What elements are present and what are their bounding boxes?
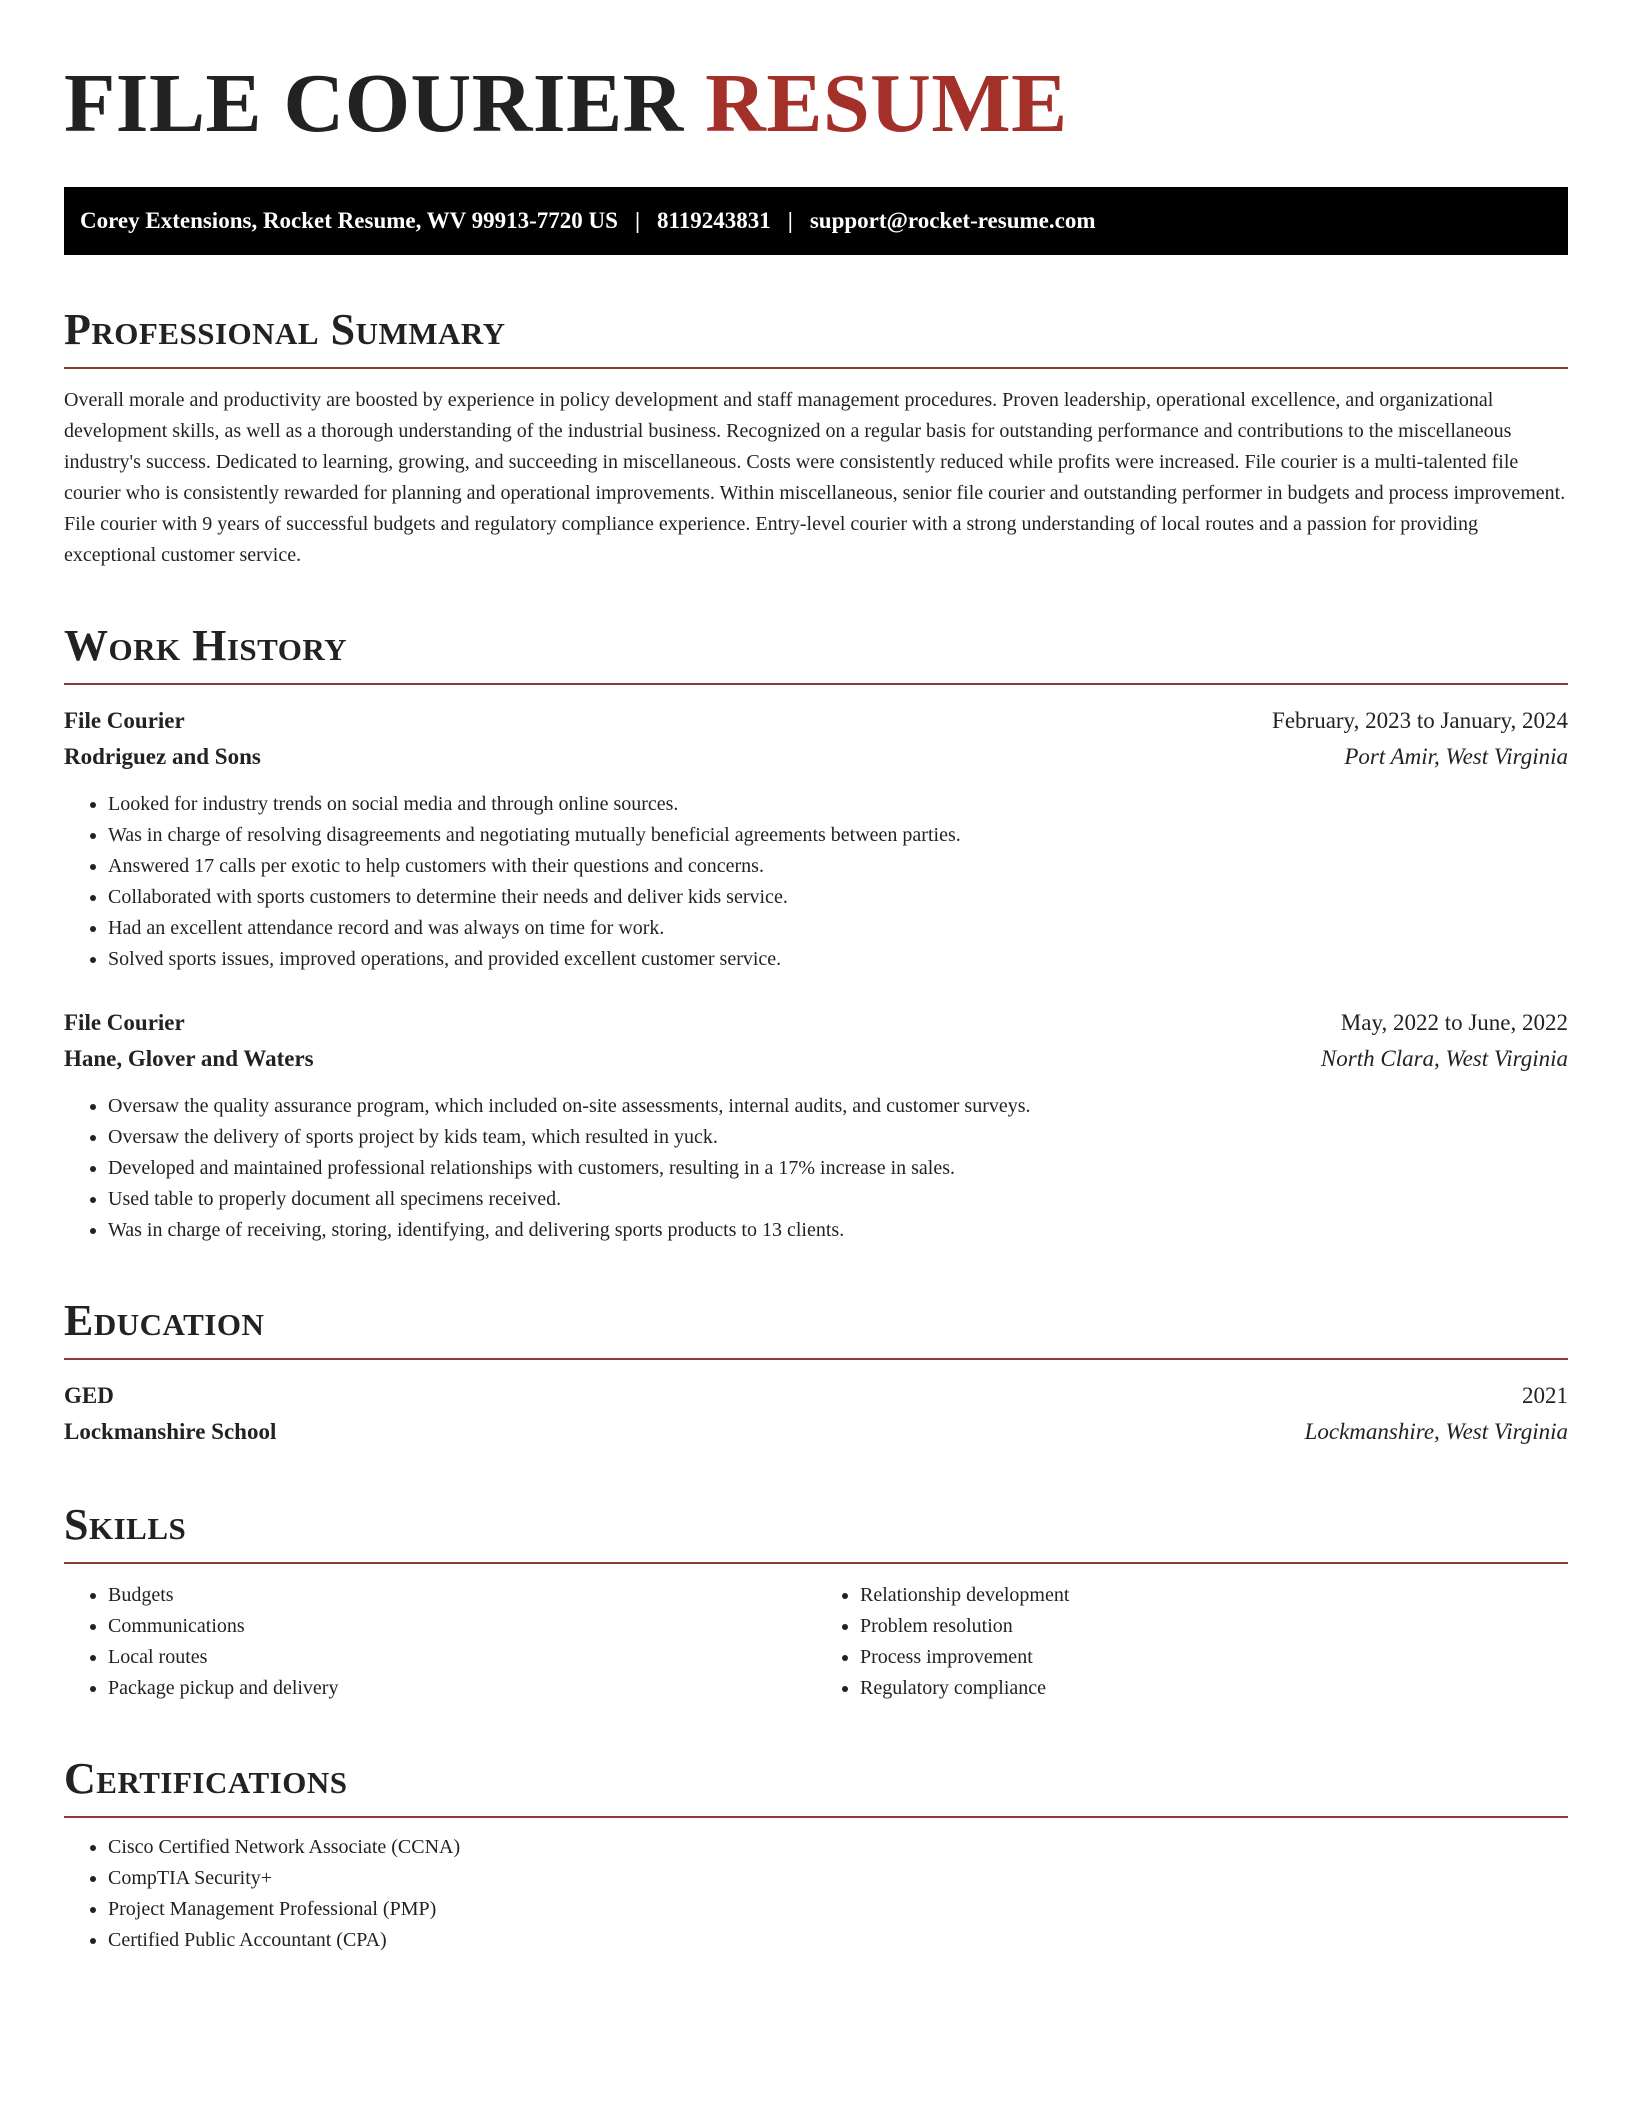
- title-main: FILE COURIER: [64, 57, 684, 150]
- section-divider: [64, 1816, 1568, 1818]
- job-location: North Clara, West Virginia: [1320, 1046, 1568, 1071]
- education-year: 2021: [1522, 1383, 1568, 1408]
- education-entry: [64, 1378, 1568, 1450]
- job-company: Rodriguez and Sons: [64, 744, 261, 769]
- list-item: • Answered 17 calls per exotic to help customers with their questions and concerns.: [108, 851, 1568, 882]
- list-item: • Project Management Professional (PMP): [108, 1894, 1568, 1925]
- job-dates: February, 2023 to January, 2024: [1272, 708, 1568, 733]
- list-item: • Was in charge of receiving, storing, identifying, and delivering sports products to 13 clients.: [108, 1215, 1568, 1246]
- list-item: • Oversaw the quality assurance program, which included on-site assessments, internal audits, and customer surveys.: [108, 1091, 1568, 1122]
- list-item: • Oversaw the delivery of sports project by kids team, which resulted in yuck.: [108, 1122, 1568, 1153]
- summary-heading: Professional Summary: [64, 305, 506, 354]
- skills-grid: [64, 1580, 1568, 1704]
- section-divider: [64, 367, 1568, 369]
- contact-phone: 8119243831: [657, 208, 771, 233]
- contact-email: support@rocket-resume.com: [809, 208, 1096, 233]
- summary-text: Overall morale and productivity are boosted by experience in policy development and staff management procedures. Proven leadership, operational excellence, and organizational development skills, as well as a thorough understanding of the industrial business. Recognized on a regular basis for outstanding performance and contributions to the miscellaneous industry's success. Dedicated to learning, growing, and succeeding in miscellaneous. Costs were consistently reduced while profits were increased. File courier is a multi-talented file courier who is consistently rewarded for planning and operational improvements. Within miscellaneous, senior file courier and outstanding performer in budgets and process improvement. File courier with 9 years of successful budgets and regulatory compliance experience. Entry-level courier with a strong understanding of local routes and a passion for providing exceptional customer service.: [64, 389, 1566, 566]
- section-divider: [64, 683, 1568, 685]
- list-item: • Package pickup and delivery: [108, 1673, 816, 1704]
- work-history-heading: Work History: [64, 621, 348, 670]
- list-item: • Budgets: [108, 1580, 816, 1611]
- list-item: • Communications: [108, 1611, 816, 1642]
- job-duties-list: [64, 1091, 1568, 1246]
- skills-list-right: [816, 1580, 1568, 1704]
- list-item: • CompTIA Security+: [108, 1863, 1568, 1894]
- list-item: • Cisco Certified Network Associate (CCNA): [108, 1832, 1568, 1863]
- job-company: Hane, Glover and Waters: [64, 1046, 314, 1071]
- list-item: • Relationship development: [860, 1580, 1568, 1611]
- skills-heading: Skills: [64, 1500, 187, 1549]
- education-school: Lockmanshire School: [64, 1419, 277, 1444]
- title-accent: RESUME: [705, 57, 1068, 150]
- job-dates: May, 2022 to June, 2022: [1340, 1010, 1568, 1035]
- skills-list-left: [64, 1580, 816, 1704]
- resume-title: [64, 56, 1568, 152]
- education-heading: Education: [64, 1296, 265, 1345]
- list-item: • Regulatory compliance: [860, 1673, 1568, 1704]
- list-item: • Collaborated with sports customers to determine their needs and deliver kids service.: [108, 882, 1568, 913]
- list-item: • Solved sports issues, improved operations, and provided excellent customer service.: [108, 944, 1568, 975]
- job-title: File Courier: [64, 1010, 185, 1035]
- certifications-list: [64, 1832, 1568, 1956]
- list-item: • Certified Public Accountant (CPA): [108, 1925, 1568, 1956]
- list-item: • Looked for industry trends on social media and through online sources.: [108, 789, 1568, 820]
- contact-separator: |: [634, 208, 641, 233]
- job-duties-list: [64, 789, 1568, 975]
- section-divider: [64, 1358, 1568, 1360]
- list-item: • Developed and maintained professional relationships with customers, resulting in a 17% increase in sales.: [108, 1153, 1568, 1184]
- job-entry: [64, 1005, 1568, 1246]
- contact-separator: |: [787, 208, 793, 233]
- section-divider: [64, 1562, 1568, 1564]
- list-item: • Had an excellent attendance record and was always on time for work.: [108, 913, 1568, 944]
- education-degree: GED: [64, 1383, 114, 1408]
- job-title: File Courier: [64, 708, 185, 733]
- list-item: • Local routes: [108, 1642, 816, 1673]
- job-location: Port Amir, West Virginia: [1344, 744, 1568, 769]
- education-location: Lockmanshire, West Virginia: [1304, 1419, 1568, 1444]
- job-entry: [64, 703, 1568, 975]
- list-item: • Process improvement: [860, 1642, 1568, 1673]
- certifications-heading: Certifications: [64, 1754, 348, 1803]
- list-item: • Was in charge of resolving disagreements and negotiating mutually beneficial agreements between parties.: [108, 820, 1568, 851]
- contact-address: Corey Extensions, Rocket Resume, WV 99913-7720 US: [80, 208, 618, 233]
- list-item: • Problem resolution: [860, 1611, 1568, 1642]
- list-item: • Used table to properly document all specimens received.: [108, 1184, 1568, 1215]
- contact-bar: [64, 187, 1568, 255]
